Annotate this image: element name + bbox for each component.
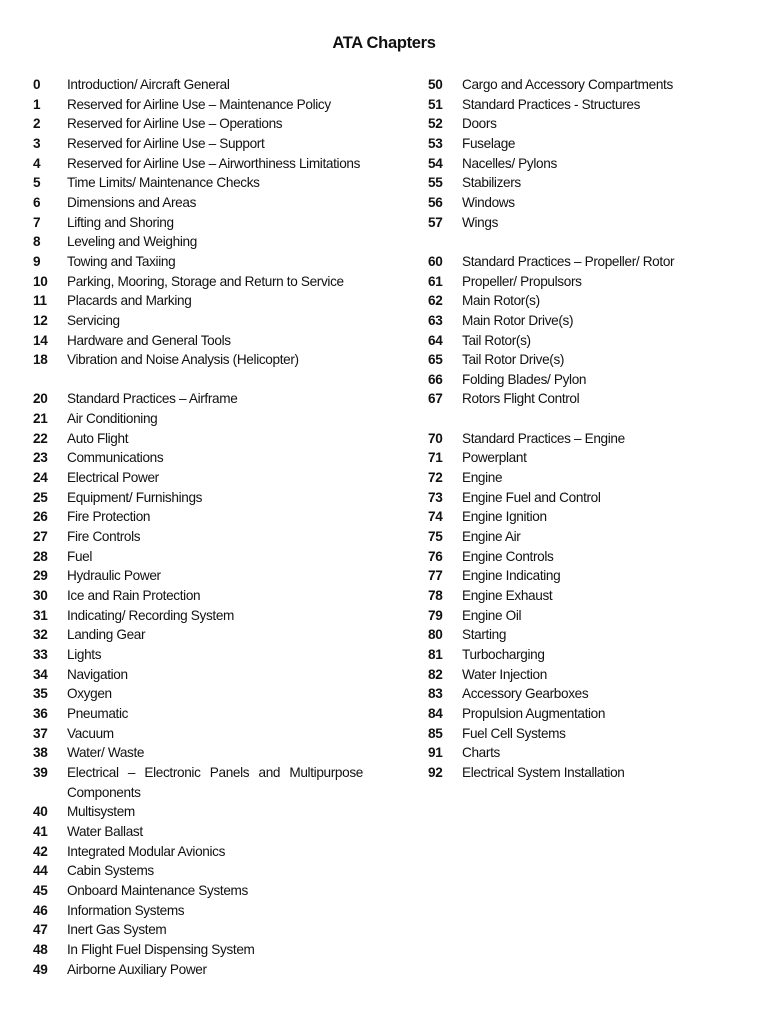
chapter-number: 66 [428, 371, 443, 387]
chapter-number: 72 [428, 470, 443, 486]
chapter-title: Standard Practices – Propeller/ Rotor [462, 253, 675, 269]
chapter-title: Placards and Marking [67, 293, 192, 309]
chapter-number: 70 [428, 430, 443, 446]
chapter-row [33, 881, 363, 901]
chapter-number: 41 [33, 823, 48, 839]
chapter-number: 49 [33, 961, 48, 977]
chapter-title: Parking, Mooring, Storage and Return to Service [67, 273, 344, 289]
chapter-title: Pneumatic [67, 705, 129, 721]
chapter-title: Inert Gas System [67, 922, 167, 938]
chapter-row [33, 114, 363, 134]
chapter-title: Engine Air [462, 529, 521, 545]
chapter-number: 37 [33, 725, 48, 741]
chapter-title: Fuel Cell Systems [462, 725, 566, 741]
chapter-number: 38 [33, 745, 48, 761]
chapter-row [33, 252, 363, 272]
chapter-number: 29 [33, 568, 48, 584]
chapter-row [33, 704, 363, 724]
chapter-title: Tail Rotor Drive(s) [462, 352, 565, 368]
chapter-title: Powerplant [462, 450, 527, 466]
chapter-title: Standard Practices – Airframe [67, 391, 238, 407]
chapter-number: 75 [428, 529, 443, 545]
chapter-number: 22 [33, 430, 48, 446]
chapter-row [428, 488, 728, 508]
chapter-row [428, 213, 728, 233]
chapter-row [33, 684, 363, 704]
chapter-number: 1 [33, 96, 41, 112]
chapter-number: 67 [428, 391, 443, 407]
chapter-row [33, 272, 363, 292]
chapter-title: Nacelles/ Pylons [462, 155, 557, 171]
chapter-row [428, 291, 728, 311]
chapter-number: 82 [428, 666, 443, 682]
chapter-title: Engine [462, 470, 503, 486]
chapter-title: Leveling and Weighing [67, 234, 197, 250]
chapter-title: Charts [462, 745, 500, 761]
chapter-title: Cabin Systems [67, 863, 154, 879]
chapter-number: 92 [428, 764, 443, 780]
chapter-row [428, 527, 728, 547]
chapter-number: 78 [428, 588, 443, 604]
chapter-number: 74 [428, 509, 443, 525]
chapter-title: Onboard Maintenance Systems [67, 882, 248, 898]
chapter-row [428, 763, 728, 783]
chapter-title: Auto Flight [67, 430, 129, 446]
chapter-row [33, 75, 363, 95]
chapter-number: 44 [33, 863, 48, 879]
chapter-title: Turbocharging [462, 647, 545, 662]
chapter-number: 5 [33, 175, 41, 191]
chapter-title: Hardware and General Tools [67, 332, 231, 348]
chapter-row [428, 625, 728, 645]
chapter-title: Communications [67, 450, 164, 466]
chapter-number: 61 [428, 273, 443, 289]
chapter-row [33, 213, 363, 233]
chapter-row [428, 743, 728, 763]
chapter-title: Vacuum [67, 725, 114, 741]
chapter-title: Electrical Power [67, 470, 159, 486]
chapter-row [428, 95, 728, 115]
chapter-number: 27 [33, 529, 48, 545]
chapter-number: 25 [33, 489, 48, 505]
chapter-title: Fire Controls [67, 529, 141, 545]
chapter-title: Starting [462, 627, 507, 643]
chapter-number: 23 [33, 450, 48, 466]
chapter-row [33, 232, 363, 252]
chapter-row [33, 488, 363, 508]
chapter-number: 63 [428, 312, 443, 328]
chapter-number: 9 [33, 253, 41, 269]
chapter-number: 46 [33, 902, 48, 918]
chapter-row [33, 134, 363, 154]
chapter-number: 85 [428, 725, 443, 741]
chapter-number: 60 [428, 253, 443, 269]
chapter-number: 57 [428, 214, 443, 230]
chapter-row [33, 901, 363, 921]
chapter-row [33, 586, 363, 606]
chapter-title: Cargo and Accessory Compartments [462, 77, 673, 92]
chapter-title: Fuselage [462, 135, 516, 151]
chapter-title: Towing and Taxiing [67, 253, 176, 269]
chapter-row [428, 193, 728, 213]
chapter-number: 20 [33, 391, 48, 407]
chapter-title: Water/ Waste [67, 745, 145, 761]
chapter-title: Reserved for Airline Use – Operations [67, 116, 283, 132]
chapter-row [33, 547, 363, 567]
chapter-title: Vibration and Noise Analysis (Helicopter) [67, 352, 299, 368]
chapter-number: 51 [428, 96, 443, 112]
chapter-title: Air Conditioning [67, 411, 158, 427]
chapter-row [33, 625, 363, 645]
chapter-title: Main Rotor(s) [462, 293, 540, 309]
chapter-title: Lights [67, 647, 102, 663]
chapter-row [428, 547, 728, 567]
chapter-row [33, 95, 363, 115]
chapter-title: Doors [462, 116, 497, 132]
chapter-title: Accessory Gearboxes [462, 686, 589, 702]
chapter-row [428, 566, 728, 586]
chapter-number: 26 [33, 509, 48, 525]
chapter-title: Multisystem [67, 804, 135, 820]
chapter-row [33, 645, 363, 665]
chapter-row [428, 704, 728, 724]
chapter-number: 11 [33, 293, 47, 309]
chapter-title: Equipment/ Furnishings [67, 489, 203, 505]
chapter-title: Lifting and Shoring [67, 214, 174, 230]
chapter-number: 32 [33, 627, 48, 643]
chapter-row [33, 940, 363, 960]
chapter-row [428, 724, 728, 744]
chapter-number: 12 [33, 312, 48, 328]
chapter-title: Standard Practices – Engine [462, 430, 625, 446]
chapter-title: Landing Gear [67, 627, 146, 643]
chapter-row [33, 606, 363, 626]
page-title: ATA Chapters [332, 34, 436, 52]
chapter-number: 76 [428, 548, 443, 564]
chapter-title: Ice and Rain Protection [67, 588, 201, 604]
chapter-row [33, 350, 363, 370]
chapter-row [428, 507, 728, 527]
chapter-title: Electrical System Installation [462, 764, 625, 780]
chapter-row [33, 960, 363, 980]
chapter-row [33, 566, 363, 586]
chapter-row [33, 389, 363, 409]
chapter-row [33, 822, 363, 842]
chapter-row [33, 507, 363, 527]
chapter-number: 3 [33, 135, 41, 151]
chapter-row [428, 272, 728, 292]
chapter-number: 33 [33, 647, 48, 663]
chapter-title: Time Limits/ Maintenance Checks [67, 175, 260, 191]
chapter-row [428, 370, 728, 390]
chapter-number: 21 [33, 411, 48, 427]
chapter-number: 0 [33, 77, 41, 92]
chapter-number: 56 [428, 194, 443, 210]
chapter-number: 91 [428, 745, 443, 761]
chapter-title: Main Rotor Drive(s) [462, 312, 574, 328]
chapter-title: Engine Fuel and Control [462, 489, 601, 505]
chapter-title: Engine Oil [462, 607, 522, 623]
chapter-title: Standard Practices - Structures [462, 96, 641, 112]
chapter-number: 79 [428, 607, 443, 623]
chapter-row [33, 291, 363, 311]
chapter-number: 84 [428, 705, 443, 721]
chapter-number: 6 [33, 194, 41, 210]
chapter-title: Water Injection [462, 666, 547, 682]
chapter-number: 50 [428, 77, 443, 92]
chapter-row [33, 429, 363, 449]
chapter-number: 62 [428, 293, 443, 309]
chapter-row [428, 154, 728, 174]
chapter-number: 83 [428, 686, 443, 702]
chapter-row [428, 645, 728, 665]
chapter-row [33, 802, 363, 822]
chapter-row [428, 389, 728, 409]
chapter-number: 36 [33, 705, 48, 721]
chapter-row [428, 114, 728, 134]
chapter-title: Integrated Modular Avionics [67, 843, 226, 859]
chapter-number: 31 [33, 607, 48, 623]
chapter-number: 28 [33, 548, 48, 564]
chapter-title: Reserved for Airline Use – Maintenance Policy [67, 96, 331, 112]
chapter-number: 53 [428, 135, 443, 151]
chapter-title: Rotors Flight Control [462, 391, 580, 407]
chapter-list-left [33, 75, 363, 979]
chapter-number: 30 [33, 588, 48, 604]
chapter-row [33, 920, 363, 940]
chapter-row [33, 193, 363, 213]
chapter-title: Folding Blades/ Pylon [462, 371, 587, 387]
chapter-row [33, 409, 363, 429]
chapter-title: In Flight Fuel Dispensing System [67, 941, 255, 957]
chapter-number: 52 [428, 116, 443, 132]
chapter-row [33, 154, 363, 174]
chapter-title: Engine Controls [462, 548, 554, 564]
chapter-number: 47 [33, 922, 48, 938]
chapter-number: 71 [428, 450, 443, 466]
chapter-row [33, 527, 363, 547]
chapter-row [428, 75, 728, 95]
chapter-row [428, 468, 728, 488]
chapter-row [33, 173, 363, 193]
chapter-title: Engine Ignition [462, 509, 547, 525]
chapter-title: Water Ballast [67, 823, 143, 839]
chapter-row [428, 606, 728, 626]
chapter-number: 14 [33, 332, 48, 348]
chapter-row [33, 861, 363, 881]
chapter-number: 42 [33, 843, 48, 859]
chapter-title: Oxygen [67, 686, 112, 702]
chapter-title: Information Systems [67, 902, 185, 918]
chapter-row [428, 311, 728, 331]
chapter-number: 65 [428, 352, 443, 368]
chapter-number: 24 [33, 470, 48, 486]
chapter-title: Reserved for Airline Use – Support [67, 135, 265, 151]
chapter-number: 7 [33, 214, 41, 230]
chapter-row [33, 331, 363, 351]
chapter-number: 55 [428, 175, 443, 191]
chapter-title: Tail Rotor(s) [462, 332, 531, 348]
chapter-row [428, 252, 728, 272]
chapter-row [428, 429, 728, 449]
chapter-title: Propeller/ Propulsors [462, 273, 582, 289]
chapter-title: Windows [462, 194, 515, 210]
chapter-title: Hydraulic Power [67, 568, 161, 584]
chapter-number: 48 [33, 941, 48, 957]
chapter-row [33, 743, 363, 763]
chapter-number: 77 [428, 568, 443, 584]
chapter-title: Engine Indicating [462, 568, 561, 584]
chapter-number: 81 [428, 647, 443, 662]
chapter-number: 8 [33, 234, 41, 250]
chapter-title: Propulsion Augmentation [462, 705, 606, 721]
chapter-row [428, 448, 728, 468]
chapter-number: 18 [33, 352, 48, 368]
chapter-number: 34 [33, 666, 48, 682]
chapter-list-right [428, 75, 728, 783]
chapter-row [33, 665, 363, 685]
chapter-row [428, 586, 728, 606]
chapter-title: Introduction/ Aircraft General [67, 77, 230, 92]
chapter-number: 80 [428, 627, 443, 643]
chapter-title: Fire Protection [67, 509, 151, 525]
chapter-row [33, 724, 363, 744]
chapter-row [33, 763, 363, 802]
chapter-row [428, 134, 728, 154]
chapter-number: 4 [33, 155, 41, 171]
chapter-row [33, 448, 363, 468]
chapter-title: Engine Exhaust [462, 588, 553, 604]
chapter-row [33, 842, 363, 862]
chapter-number: 10 [33, 273, 48, 289]
chapter-title: Navigation [67, 666, 128, 682]
chapter-title: Servicing [67, 312, 120, 328]
chapter-number: 54 [428, 155, 443, 171]
chapter-row [428, 350, 728, 370]
chapter-row [33, 468, 363, 488]
chapter-title: Stabilizers [462, 175, 521, 191]
chapter-title: Indicating/ Recording System [67, 607, 235, 623]
chapter-number: 40 [33, 804, 48, 820]
chapter-title: Reserved for Airline Use – Airworthiness Limitations [67, 155, 361, 171]
chapter-title: Airborne Auxiliary Power [67, 961, 207, 977]
chapter-number: 2 [33, 116, 41, 132]
chapter-title: Dimensions and Areas [67, 194, 197, 210]
chapter-number: 64 [428, 332, 443, 348]
chapter-row [33, 311, 363, 331]
chapter-number: 35 [33, 686, 48, 702]
chapter-title: Wings [462, 214, 499, 230]
chapter-title: Electrical – Electronic Panels and Multipurpose Components [67, 764, 363, 800]
chapter-number: 45 [33, 882, 48, 898]
chapter-row [428, 665, 728, 685]
chapter-row [428, 684, 728, 704]
chapter-number: 39 [33, 764, 48, 780]
chapter-number: 73 [428, 489, 443, 505]
chapter-row [428, 173, 728, 193]
chapter-title: Fuel [67, 548, 93, 564]
chapter-row [428, 331, 728, 351]
